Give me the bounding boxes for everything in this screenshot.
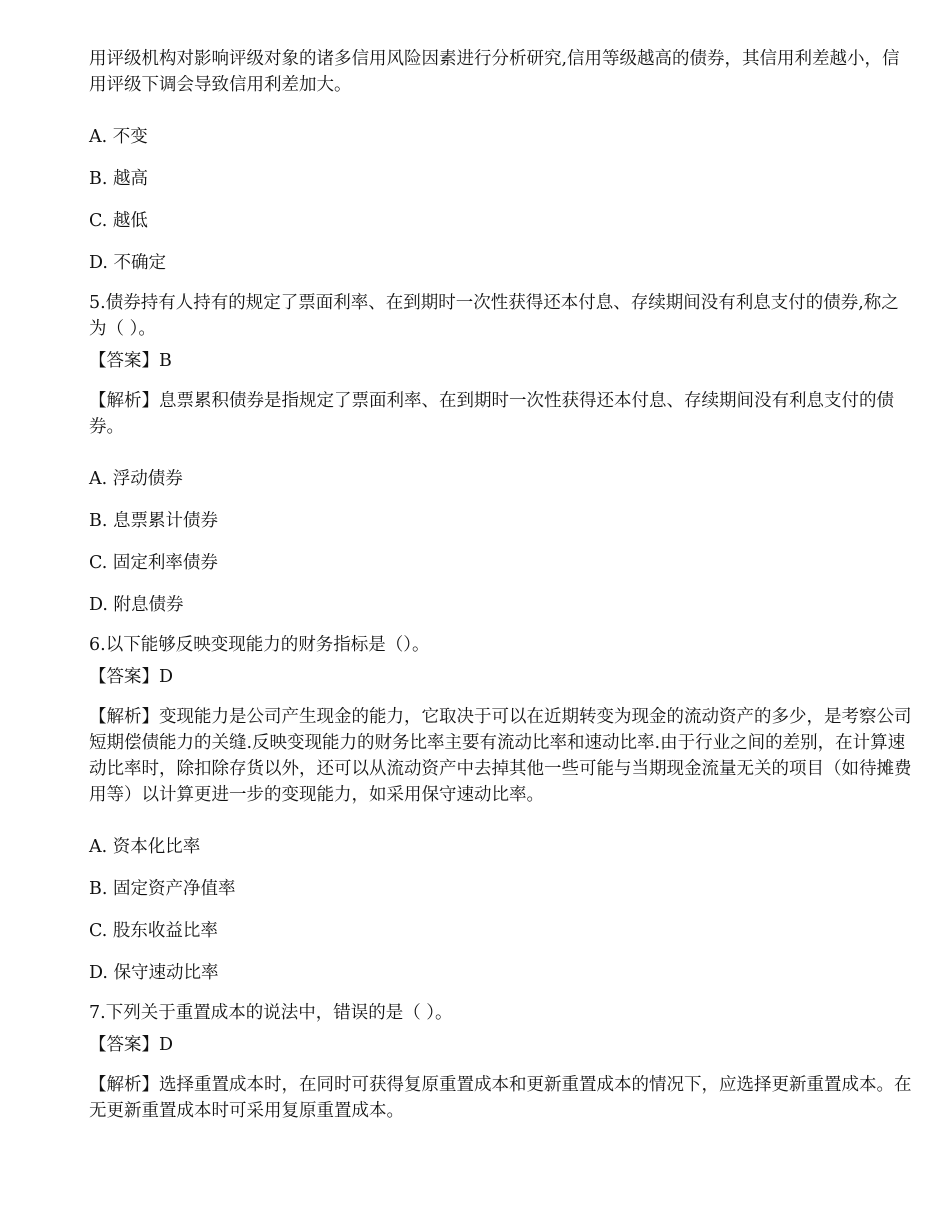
question-6 xyxy=(89,632,915,986)
option-d: D. 不确定 xyxy=(89,253,167,273)
analysis-text: 【解析】变现能力是公司产生现金的能力，它取决于可以在近期转变为现金的流动资产的多少，是考察公司短期偿债能力的关缝.反映变现能力的财务比率主要有流动比率和速动比率.由于行业之间的差别，在计算速动比率时，除扣除存货以外，还可以从流动资产中去掉其他一些可能与当期现金流量无关的项目（如待摊费用等）以计算更进一步的变现能力，如采用保守速动比率。 xyxy=(89,707,912,805)
intro-text: 用评级机构对影响评级对象的诸多信用风险因素进行分析研究,信用等级越高的债券，其信用利差越小，信用评级下调会导致信用利差加大。 xyxy=(89,49,900,95)
option-a: A. 浮动债券 xyxy=(89,469,183,489)
question-5 xyxy=(89,290,915,618)
option-b: B. 固定资产净值率 xyxy=(89,879,236,899)
question-text: 6.以下能够反映变现能力的财务指标是（）。 xyxy=(89,635,430,655)
intro-options xyxy=(89,124,915,276)
option-b: B. 息票累计债券 xyxy=(89,511,218,531)
option-c: C. 固定利率债券 xyxy=(89,553,218,573)
option-d: D. 附息债券 xyxy=(89,595,184,615)
answer-text: 【答案】B xyxy=(89,351,172,371)
option-d: D. 保守速动比率 xyxy=(89,963,219,983)
option-b: B. 越高 xyxy=(89,169,148,189)
question-options xyxy=(89,834,915,986)
question-7 xyxy=(89,1000,915,1124)
answer-text: 【答案】D xyxy=(89,1035,174,1055)
option-c: C. 股东收益比率 xyxy=(89,921,218,941)
option-a: A. 资本化比率 xyxy=(89,837,201,857)
question-options xyxy=(89,466,915,618)
document-page xyxy=(89,46,915,1124)
question-text: 5.债券持有人持有的规定了票面利率、在到期时一次性获得还本付息、存续期间没有利息支付的债券,称之为（ ）。 xyxy=(89,293,899,339)
analysis-text: 【解析】选择重置成本时，在同时可获得复原重置成本和更新重置成本的情况下，应选择更新重置成本。在无更新重置成本时可采用复原重置成本。 xyxy=(89,1075,912,1121)
question-text: 7.下列关于重置成本的说法中，错误的是（ ）。 xyxy=(89,1003,453,1023)
analysis-text: 【解析】息票累积债券是指规定了票面利率、在到期时一次性获得还本付息、存续期间没有利息支付的债券。 xyxy=(89,391,894,437)
answer-text: 【答案】D xyxy=(89,667,174,687)
option-c: C. 越低 xyxy=(89,211,148,231)
option-a: A. 不变 xyxy=(89,127,148,147)
